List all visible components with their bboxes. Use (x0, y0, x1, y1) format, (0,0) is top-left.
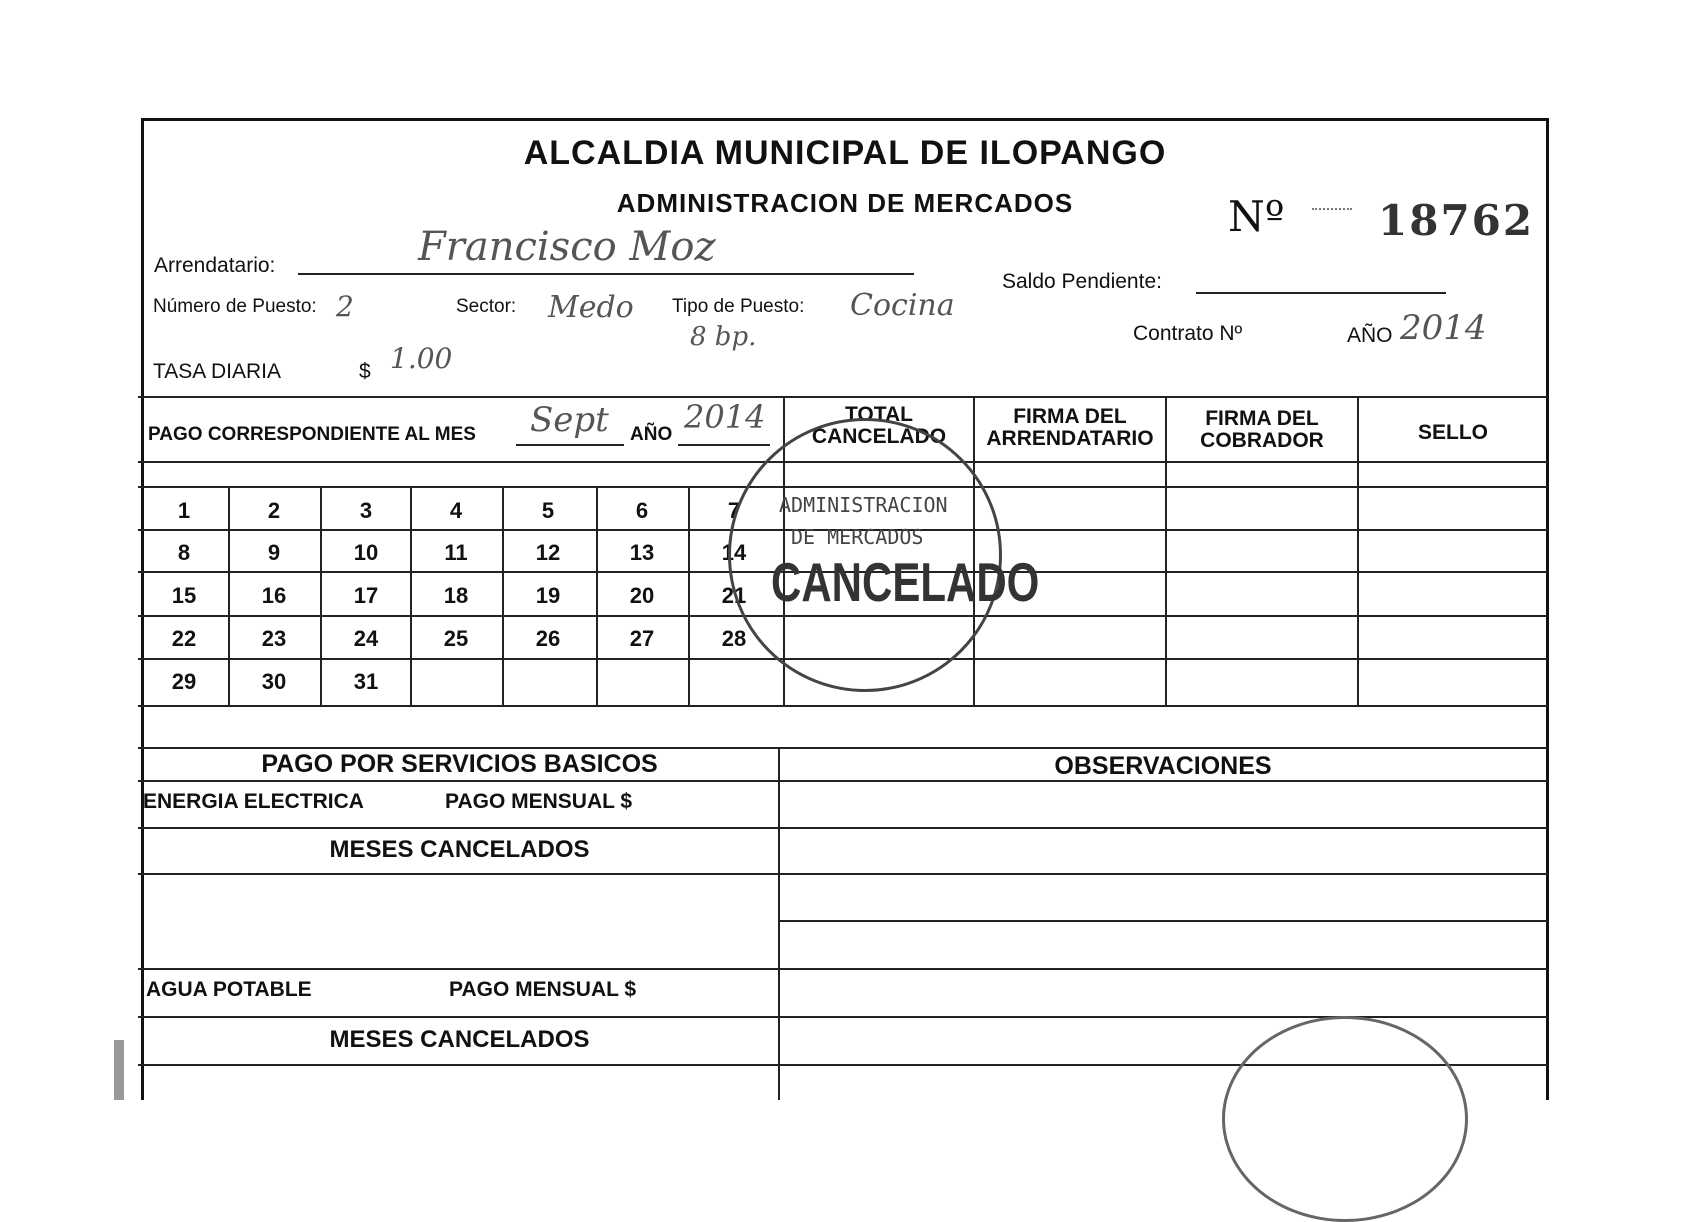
day-cell: 14 (721, 540, 747, 565)
admon-stamp (1222, 1016, 1468, 1222)
mes-label: PAGO CORRESPONDIENTE AL MES (148, 424, 476, 445)
day-cell: 3 (359, 498, 373, 523)
day-cell: 24 (353, 626, 379, 651)
pago-anio-label: AÑO (630, 424, 673, 445)
day-cell: 19 (535, 583, 561, 608)
day-cell: 9 (267, 540, 281, 565)
tasa-value: 1.00 (390, 342, 453, 375)
day-cell: 25 (443, 626, 469, 651)
puesto-value: 2 (336, 290, 354, 323)
day-cell: 20 (629, 583, 655, 608)
arrendatario-line (298, 273, 914, 275)
anio-label: AÑO (1347, 324, 1393, 347)
day-cell: 27 (629, 626, 655, 651)
energia-label: ENERGIA ELECTRICA (143, 790, 364, 813)
receipt-number: 18762 (1378, 196, 1535, 245)
day-cell: 31 (353, 669, 379, 694)
day-cell: 23 (261, 626, 287, 651)
scan-edge-shadow (114, 1040, 124, 1100)
day-cell: 26 (535, 626, 561, 651)
day-cell: 15 (171, 583, 197, 608)
pago-anio-value: 2014 (684, 398, 766, 436)
tasa-label: TASA DIARIA (153, 360, 281, 383)
day-cell: 13 (629, 540, 655, 565)
page-subtitle: ADMINISTRACION DE MERCADOS (616, 188, 1074, 218)
stamp-line-2: DE MERCADOS (791, 525, 924, 549)
tipo-puesto-value: Cocina (850, 288, 955, 323)
day-cell: 4 (449, 498, 463, 523)
day-cell: 21 (721, 583, 747, 608)
contrato-label: Contrato Nº (1133, 322, 1243, 345)
arrendatario-value: Francisco Moz (418, 224, 716, 270)
sector-value: Medo (548, 290, 634, 325)
number-dots (1312, 208, 1352, 212)
day-cell: 2 (267, 498, 281, 523)
day-cell: 5 (541, 498, 555, 523)
arrendatario-label: Arrendatario: (154, 254, 276, 277)
day-cell: 1 (177, 498, 191, 523)
saldo-label: Saldo Pendiente: (1002, 270, 1162, 293)
stamp-line-1: ADMINISTRACION (779, 493, 948, 517)
col-firma-arrendatario: FIRMA DEL ARRENDATARIO (986, 405, 1154, 450)
anio-value: 2014 (1400, 308, 1487, 348)
saldo-line (1196, 292, 1446, 294)
day-cell: 12 (535, 540, 561, 565)
tipo-puesto-label: Tipo de Puesto: (672, 296, 805, 317)
cancelado-stamp (728, 418, 1040, 692)
day-cell: 6 (635, 498, 649, 523)
col-total-cancelado: TOTAL CANCELADO (811, 403, 947, 448)
receipt-number-label: Nº (1228, 192, 1285, 241)
day-cell: 29 (171, 669, 197, 694)
tasa-currency: $ (359, 360, 371, 383)
agua-label: AGUA POTABLE (146, 978, 312, 1001)
meses-cancelados-energia: MESES CANCELADOS (329, 836, 590, 863)
puesto-label: Número de Puesto: (153, 296, 317, 317)
agua-pago-label: PAGO MENSUAL $ (449, 978, 637, 1001)
day-cell: 17 (353, 583, 379, 608)
col-sello: SELLO (1417, 421, 1488, 444)
day-cell: 11 (444, 540, 468, 565)
day-cell: 28 (721, 626, 747, 651)
day-cell: 18 (443, 583, 469, 608)
mes-value: Sept (530, 400, 609, 440)
observaciones-title: OBSERVACIONES (1054, 752, 1272, 780)
stamp-line-3: CANCELADO (771, 551, 1040, 613)
day-cell: 8 (177, 540, 191, 565)
col-firma-cobrador: FIRMA DEL COBRADOR (1200, 407, 1324, 452)
page-title: ALCALDIA MUNICIPAL DE ILOPANGO (523, 134, 1167, 172)
sector-value-2: 8 bp. (690, 322, 757, 352)
services-title: PAGO POR SERVICIOS BASICOS (261, 750, 658, 778)
meses-cancelados-agua: MESES CANCELADOS (329, 1026, 590, 1053)
day-cell: 22 (171, 626, 197, 651)
energia-pago-label: PAGO MENSUAL $ (445, 790, 633, 813)
day-cell: 10 (353, 540, 379, 565)
sector-label: Sector: (456, 296, 517, 317)
day-cell: 16 (261, 583, 287, 608)
day-cell: 30 (261, 669, 287, 694)
day-cell: 7 (727, 498, 741, 523)
